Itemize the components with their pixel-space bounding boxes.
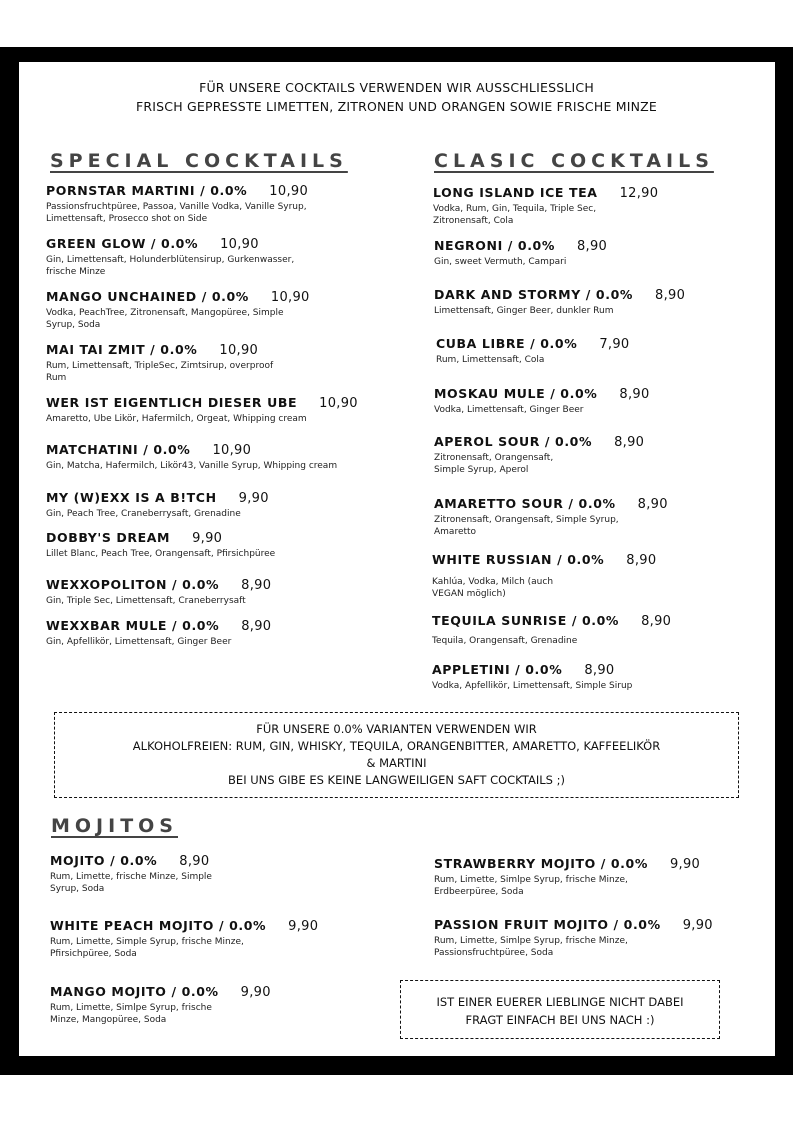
note-line-1: IST EINER EUERER LIEBLINGE NICHT DABEI	[436, 995, 684, 1009]
item-name: LONG ISLAND ICE TEA	[433, 185, 598, 200]
item-description: Rum, Limette, frische Minze, Simple Syrup, Soda	[50, 872, 212, 894]
item-price: 8,90	[637, 497, 668, 512]
item-price: 8,90	[655, 288, 686, 303]
menu-item	[46, 530, 376, 560]
menu-item	[434, 287, 734, 317]
item-price: 10,90	[270, 290, 310, 305]
item-name: AMARETTO SOUR / 0.0%	[434, 496, 616, 511]
item-price: 8,90	[241, 578, 272, 593]
item-name: CUBA LIBRE / 0.0%	[436, 336, 578, 351]
item-name: PASSION FRUIT MOJITO / 0.0%	[434, 917, 661, 932]
menu-item	[432, 613, 732, 647]
notice-line-4: BEI UNS GIBE ES KEINE LANGWEILIGEN SAFT COCKTAILS ;)	[228, 773, 565, 787]
menu-item	[50, 853, 240, 895]
item-name: MANGO UNCHAINED / 0.0%	[46, 289, 249, 304]
note-line-2: FRAGT EINFACH BEI UNS NACH :)	[465, 1013, 655, 1027]
mojitos-title: MOJITOS	[51, 815, 178, 837]
item-name: WEXXOPOLITON / 0.0%	[46, 577, 220, 592]
item-description: Gin, Limettensaft, Holunderblütensirup, Gurkenwasser, frische Minze	[46, 255, 295, 277]
item-price: 9,90	[682, 918, 713, 933]
item-description: Rum, Limette, Simlpe Syrup, frische Minze, Mangopüree, Soda	[50, 1003, 212, 1025]
menu-item	[46, 289, 310, 331]
item-description: Gin, Apfellikör, Limettensaft, Ginger Beer	[46, 637, 232, 647]
item-price: 8,90	[619, 387, 650, 402]
menu-item	[46, 342, 291, 384]
item-description: Passionsfruchtpüree, Passoa, Vanille Vodka, Vanille Syrup, Limettensaft, Prosecco shot on Side	[46, 202, 307, 224]
item-price: 10,90	[269, 184, 309, 199]
item-name: TEQUILA SUNRISE / 0.0%	[432, 613, 620, 628]
item-price: 9,90	[288, 919, 319, 934]
menu-item	[434, 856, 701, 898]
item-price: 8,90	[614, 435, 645, 450]
item-name: MANGO MOJITO / 0.0%	[50, 984, 219, 999]
item-price: 10,90	[219, 343, 259, 358]
menu-item	[46, 618, 376, 648]
menu-item	[46, 442, 376, 472]
item-price: 8,90	[641, 614, 672, 629]
menu-item	[46, 183, 321, 225]
item-name: STRAWBERRY MOJITO / 0.0%	[434, 856, 648, 871]
item-description: Vodka, Rum, Gin, Tequila, Triple Sec, Zitronensaft, Cola	[433, 204, 597, 226]
item-description: Gin, Peach Tree, Craneberrysaft, Grenadine	[46, 509, 241, 519]
item-description: Kahlúa, Vodka, Milch (auch VEGAN möglich)	[432, 577, 554, 599]
item-name: MATCHATINI / 0.0%	[46, 442, 191, 457]
item-description: Vodka, Limettensaft, Ginger Beer	[434, 405, 584, 415]
item-price: 7,90	[599, 337, 630, 352]
menu-item	[46, 236, 321, 278]
menu-item	[434, 496, 668, 538]
notice-line-2: ALKOHOLFREIEN: RUM, GIN, WHISKY, TEQUILA, ORANGENBITTER, AMARETTO, KAFFEELIKÖR	[132, 739, 661, 753]
intro-line-1: FÜR UNSERE COCKTAILS VERWENDEN WIR AUSSCHLIESSLICH	[199, 80, 594, 95]
menu-item	[432, 662, 732, 692]
item-description: Gin, sweet Vermuth, Campari	[434, 257, 567, 267]
menu-item	[434, 238, 734, 268]
item-description: Lillet Blanc, Peach Tree, Orangensaft, Pfirsichpüree	[46, 549, 276, 559]
item-name: WER IST EIGENTLICH DIESER UBE	[46, 395, 298, 410]
item-price: 8,90	[576, 239, 608, 254]
item-price: 9,90	[240, 985, 271, 1000]
item-name: WHITE PEACH MOJITO / 0.0%	[50, 918, 267, 933]
item-name: GREEN GLOW / 0.0%	[46, 236, 199, 251]
item-name: NEGRONI / 0.0%	[434, 238, 555, 253]
item-price: 10,90	[220, 237, 259, 252]
special-cocktails-title: SPECIAL COCKTAILS	[50, 150, 348, 172]
ask-us-note	[400, 980, 720, 1039]
item-price: 10,90	[319, 396, 358, 411]
menu-item	[46, 395, 376, 425]
menu-item	[433, 185, 659, 227]
item-description: Vodka, PeachTree, Zitronensaft, Mangopüree, Simple Syrup, Soda	[46, 308, 284, 330]
menu-item	[432, 552, 657, 600]
item-description: Gin, Matcha, Hafermilch, Likör43, Vanille Syrup, Whipping cream	[46, 461, 338, 471]
item-name: WEXXBAR MULE / 0.0%	[46, 618, 220, 633]
item-description: Rum, Limette, Simlpe Syrup, frische Minze, Passionsfruchtpüree, Soda	[434, 936, 628, 958]
menu-item	[46, 490, 376, 520]
item-price: 9,90	[669, 857, 701, 872]
item-description: Zitronensaft, Orangensaft, Simple Syrup, Amaretto	[434, 515, 619, 537]
item-description: Amaretto, Ube Likör, Hafermilch, Orgeat, Whipping cream	[46, 414, 307, 424]
alcohol-free-notice	[54, 712, 739, 798]
item-name: MAI TAI ZMIT / 0.0%	[46, 342, 198, 357]
item-description: Rum, Limette, Simlpe Syrup, frische Minze, Erdbeerpüree, Soda	[434, 875, 628, 897]
menu-item	[50, 984, 271, 1026]
item-name: MY (W)EXX IS A B!TCH	[46, 490, 217, 505]
item-name: APPLETINI / 0.0%	[432, 662, 563, 677]
item-name: WHITE RUSSIAN / 0.0%	[432, 552, 605, 567]
notice-line-1: FÜR UNSERE 0.0% VARIANTEN VERWENDEN WIR	[256, 722, 537, 736]
item-description: Rum, Limette, Simple Syrup, frische Minze, Pfirsichpüree, Soda	[50, 937, 244, 959]
item-name: APEROL SOUR / 0.0%	[434, 434, 593, 449]
item-name: PORNSTAR MARTINI / 0.0%	[46, 183, 248, 198]
classic-cocktails-title: CLASIC COCKTAILS	[434, 150, 714, 172]
menu-item	[434, 434, 645, 476]
menu-item	[434, 917, 713, 959]
item-description: Limettensaft, Ginger Beer, dunkler Rum	[434, 306, 614, 316]
item-name: DOBBY'S DREAM	[46, 530, 171, 545]
item-name: MOJITO / 0.0%	[50, 853, 158, 868]
item-price: 10,90	[212, 443, 252, 458]
item-price: 12,90	[619, 186, 659, 201]
menu-item	[436, 336, 736, 366]
menu-item	[50, 918, 319, 960]
item-name: MOSKAU MULE / 0.0%	[434, 386, 598, 401]
menu-item	[434, 386, 734, 416]
item-price: 9,90	[238, 491, 269, 506]
item-name: DARK AND STORMY / 0.0%	[434, 287, 633, 302]
item-description: Zitronensaft, Orangensaft, Simple Syrup, Aperol	[434, 453, 554, 475]
intro-line-2: FRISCH GEPRESSTE LIMETTEN, ZITRONEN UND ORANGEN SOWIE FRISCHE MINZE	[135, 99, 658, 114]
item-price: 9,90	[192, 531, 223, 546]
item-price: 8,90	[179, 854, 210, 869]
item-description: Rum, Limettensaft, TripleSec, Zimtsirup, overproof Rum	[46, 361, 274, 383]
notice-line-3: & MARTINI	[366, 756, 427, 770]
item-price: 8,90	[241, 619, 272, 634]
item-description: Tequila, Orangensaft, Grenadine	[432, 636, 578, 646]
item-price: 8,90	[626, 553, 657, 568]
item-description: Rum, Limettensaft, Cola	[436, 355, 545, 365]
item-description: Vodka, Apfellikör, Limettensaft, Simple Sirup	[432, 681, 633, 691]
item-price: 8,90	[584, 663, 615, 678]
menu-item	[46, 577, 376, 607]
item-description: Gin, Triple Sec, Limettensaft, Craneberrysaft	[46, 596, 246, 606]
